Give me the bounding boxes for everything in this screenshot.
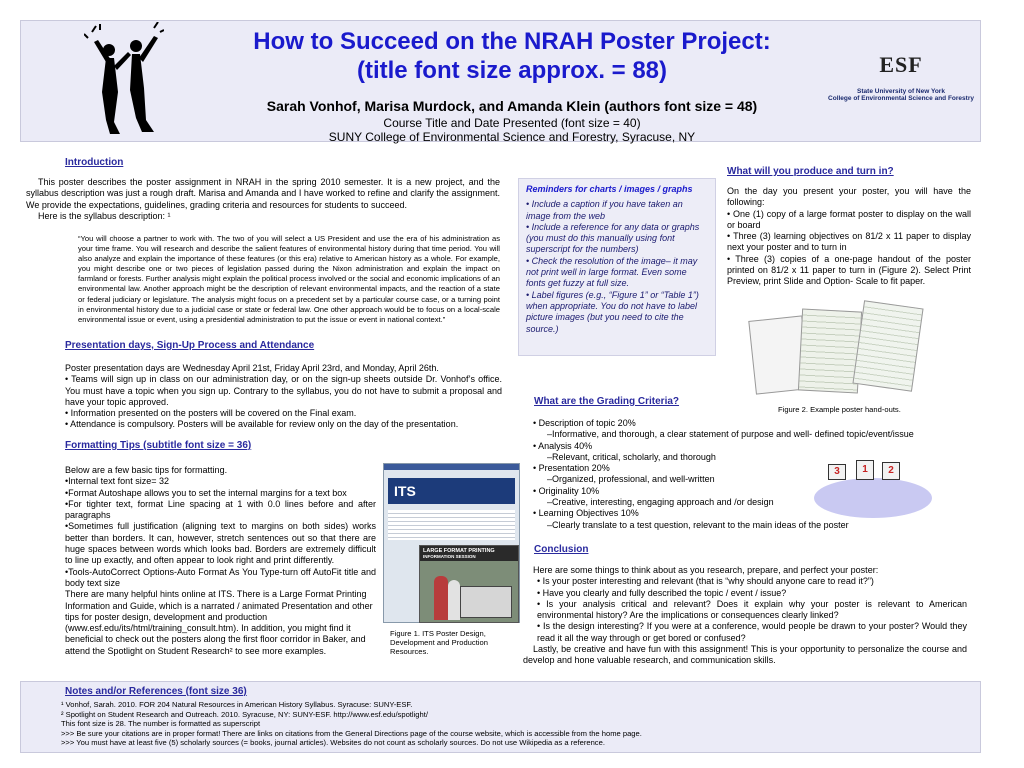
conclusion-item: • Is your analysis critical and relevant? Does it explain why your poster is relevant to American environmental history? Are the implications or consequences clearly linked? <box>537 598 967 621</box>
produce-body <box>727 186 971 288</box>
dancing-figures-icon <box>84 22 164 140</box>
presentation-bullet-3: • Attendance is compulsory. Posters will be available for review only on the day of the presentation. <box>65 419 459 430</box>
browser-bar <box>384 464 519 470</box>
banner-text: LARGE FORMAT PRINTING <box>423 548 495 554</box>
presentation-body <box>65 363 502 431</box>
figure-2-caption: Figure 2. Example poster hand-outs. <box>778 405 901 414</box>
grading-detail: –Organized, professional, and well-written <box>547 474 715 485</box>
intro-para-2: Here is the syllabus description: ¹ <box>38 210 171 221</box>
produce-item: • Three (3) learning objectives on 81/2 x 11 paper to display next your poster and to turn in <box>727 231 971 253</box>
authors: Sarah Vonhof, Marisa Murdock, and Amanda Klein (authors font size = 48) <box>266 98 758 114</box>
grading-body <box>533 418 963 531</box>
formatting-line: Below are a few basic tips for formatting. <box>65 465 228 475</box>
formatting-heading: Formatting Tips (subtitle font size = 36) <box>65 440 252 451</box>
course-title: Course Title and Date Presented (font size = 40) <box>383 116 641 130</box>
photo-banner <box>420 546 518 561</box>
grading-detail: –Relevant, critical, scholarly, and thorough <box>547 451 716 462</box>
reminders-heading: Reminders for charts / images / graphs <box>526 184 693 194</box>
reminders-box <box>518 178 716 356</box>
presentation-bullet-2: • Information presented on the posters will be covered on the Final exam. <box>65 408 357 419</box>
note-line: This font size is 28. The number is formatted as superscript <box>61 719 261 729</box>
conclusion-heading: Conclusion <box>534 544 589 555</box>
logo-line-2: College of Environmental Science and Forestry <box>828 95 974 102</box>
notes-heading: Notes and/or References (font size 36) <box>65 686 247 697</box>
intro-para-1: This poster describes the poster assignment in NRAH in the spring 2010 semester. It is a new project, and the syllabus description was just a rough draft. Marisa and Amanda and I have worked to refine and clarify the assignment. We provide the expectations, guidelines, grading criteria and resources for students to succeed. <box>26 177 500 210</box>
introduction-body <box>26 177 500 222</box>
printer-shape <box>460 586 512 618</box>
reminder-item: • Include a caption if you have taken an image from the web <box>526 199 683 221</box>
notes-panel <box>20 681 981 753</box>
conclusion-closing: Lastly, be creative and have fun with this assignment! This is your opportunity to personalize the course and develop and hone valuable research, and communication skills. <box>523 644 967 666</box>
formatting-line: •Tools-AutoCorrect Options-Auto Format As You Type-turn off AutoFit title and body text size <box>65 566 376 588</box>
podium-step-2: 2 <box>882 462 900 480</box>
reminder-item: • Check the resolution of the image– it may not print well in large format. Even some fonts get fuzzy at full size. <box>526 255 698 289</box>
grading-criterion: • Presentation 20% <box>533 463 610 474</box>
presentation-line-1: Poster presentation days are Wednesday April 21st, Friday April 23rd, and Monday, April 26th. <box>65 363 439 373</box>
formatting-line: •Sometimes full justification (aligning text to margins on both sides) works better than borders. It can, however, stretch sentences out so that there are huge spaces between words which looks bad. Borders are extremely difficult to line up exactly, and often appear to look right and print differently. <box>65 521 376 566</box>
introduction-heading: Introduction <box>65 157 124 168</box>
formatting-line: •Internal text font size= 32 <box>65 476 169 487</box>
figure-1-caption: Figure 1. ITS Poster Design, Development and Production Resources. <box>390 629 488 656</box>
college-name: SUNY College of Environmental Science and Forestry, Syracuse, NY <box>328 130 696 144</box>
conclusion-item: • Is the design interesting? If you were at a conference, would people be drawn to your poster? Would they read it all the way through or get bored or confused? <box>537 621 967 643</box>
grading-criterion: • Analysis 40% <box>533 440 593 451</box>
presentation-bullet-1: • Teams will sign up in class on our administration day, or on the sign-up sheets outside Dr. Vonhof’s office. You must have a topic when you sign up. Contrary to the syllabus, you do not have to submit a proposal and have your topic approved. <box>65 374 502 407</box>
grading-criterion: • Originality 10% <box>533 485 600 496</box>
handout-page <box>852 300 923 392</box>
note-line: >>> Be sure your citations are in proper format! There are links on citations from the General Directions page of the course website, which is accessible from the home page. <box>61 728 642 738</box>
note-line: >>> You must have at least five (5) scholarly sources (= books, journal articles). Websites do not count as scholarly sources. Do not use Wikipedia as a reference. <box>61 738 605 748</box>
podium-step-1: 1 <box>856 460 874 480</box>
conclusion-intro: Here are some things to think about as you research, prepare, and perfect your poster: <box>533 565 879 575</box>
note-line: ² Spotlight on Student Research and Outreach. 2010. Syracuse, NY: SUNY-ESF. http://www.esf.edu/spotlight/ <box>61 709 428 719</box>
produce-item: • One (1) copy of a large format poster to display on the wall or board <box>727 208 971 230</box>
banner-sub-text: INFORMATION SESSION <box>423 554 476 559</box>
grading-detail: –Creative, interesting, engaging approach and /or design <box>547 497 774 508</box>
logo-line-1: State University of New York <box>857 88 945 95</box>
grading-heading: What are the Grading Criteria? <box>534 396 680 407</box>
conclusion-body <box>523 565 967 667</box>
grading-detail: –Informative, and thorough, a clear statement of purpose and well- defined topic/event/issue <box>547 429 914 440</box>
produce-item: • Three (3) copies of a one-page handout of the poster printed on 81/2 x 11 paper to turn in (Figure 2). Select Print Preview, print Slide and Option- Scale to fit paper. <box>727 253 971 287</box>
presentation-heading: Presentation days, Sign-Up Process and Attendance <box>65 340 315 351</box>
reminder-item: • Include a reference for any data or graphs (you must do this manually using font superscript for the numbers) <box>526 221 700 255</box>
formatting-line: There are many helpful hints online at ITS. There is a Large Format Printing Information and Guide, which is a narrated / animated Presentation and other tips for poster design, development and production (www.esf.edu/its/html/training_consult.htm). In addition, you might find it beneficial to check out the posters along the first floor corridor in Baker, and attend the Spotlight on Student Research² to see more examples. <box>65 589 373 656</box>
title-line-2: (title font size approx. = 88) <box>356 57 668 84</box>
esf-logo <box>826 52 976 110</box>
conclusion-item: • Have you clearly and fully described the topic / event / issue? <box>537 587 787 598</box>
poster-title <box>180 27 844 85</box>
formatting-body <box>65 465 376 657</box>
title-line-1: How to Succeed on the NRAH Poster Project: <box>253 28 771 55</box>
its-label: ITS <box>394 483 416 499</box>
conclusion-item: • Is your poster interesting and relevant (that is “why should anyone care to read it?”) <box>537 576 874 587</box>
its-banner <box>388 478 515 504</box>
esf-logo-text: ESF <box>879 52 923 77</box>
produce-heading: What will you produce and turn in? <box>727 166 894 177</box>
figure-2-image <box>740 300 940 402</box>
reminder-item: • Label figures (e.g., “Figure 1” or “Table 1”) when appropriate. You do not have to label picture images (but you need to cite the source.) <box>526 289 699 334</box>
formatting-line: •For tighter text, format Line spacing at 1 with 0.0 lines before and after paragraphs <box>65 498 376 521</box>
grading-detail: –Clearly translate to a test question, relevant to the main ideas of the poster <box>547 519 849 530</box>
syllabus-quote: “You will choose a partner to work with. The two of you will select a US President and use the era of his administration as your time frame. You will research and describe the salient features of environmental history during that time period. You will also analyze and explain the importance of these features (or this era) relative to American history as a whole. For example, you might describe one or two pieces of legislation passed during the Nixon administration and explain the impact on farmland or forests. Further analysis might explain the political process involved or the social and economic implications of an environmental law. Another approach might be the description of relevant environmental impacts, and the reaction of a state or federal judiciary or legislature. The analysis might focus on a precedent set by a particular course case, or a turning point in environmental history due to a judicial case or state or federal law. One other approach would be to focus on a local-scale environmental issue or event, using a presidential administration to put the issue or event in national context.” <box>78 234 500 324</box>
podium-step-3: 3 <box>828 464 846 480</box>
note-line: ¹ Vonhof, Sarah. 2010. FOR 204 Natural Resources in American History Syllabus. Syracuse: SUNY-ESF. <box>61 700 413 709</box>
page-lines <box>388 510 515 540</box>
grading-criterion: • Description of topic 20% <box>533 418 636 428</box>
grading-criterion: • Learning Objectives 10% <box>533 508 639 519</box>
figure-1-photo <box>419 545 519 623</box>
person-shape <box>434 576 448 620</box>
person-shape <box>448 580 460 620</box>
formatting-line: •Format Autoshape allows you to set the internal margins for a text box <box>65 487 347 498</box>
produce-intro: On the day you present your poster, you will have the following: <box>727 186 971 208</box>
